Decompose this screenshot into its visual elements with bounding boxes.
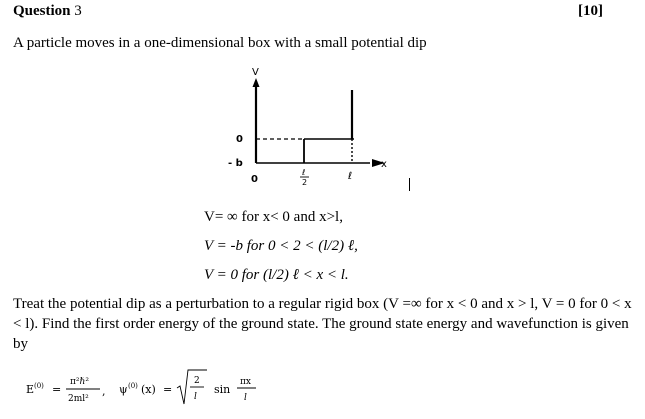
potential-conditions xyxy=(204,203,358,290)
b-level-label: - b xyxy=(228,158,243,169)
sin-numerator: πx xyxy=(240,377,251,387)
zero-level-label: 0 xyxy=(236,134,243,145)
energy-superscript: (0) xyxy=(34,382,44,390)
y-axis-label: V xyxy=(252,67,259,78)
question-title xyxy=(13,3,82,20)
energy-denominator: 2ml² xyxy=(68,394,89,404)
equals-1: = xyxy=(52,383,62,396)
condition-zero: V = 0 for (l/2) ℓ < x < l. xyxy=(204,267,349,283)
question-label: Question xyxy=(13,3,71,19)
intro-text: A particle moves in a one-dimensional box with a small potential dip xyxy=(13,35,427,51)
potential-diagram xyxy=(220,60,430,190)
ground-state-formula-svg xyxy=(22,364,282,414)
x-axis-label: x xyxy=(381,159,387,170)
energy-symbol: E xyxy=(26,383,35,396)
condition-infinite: V= ∞ for x< 0 and x>l, xyxy=(204,209,343,225)
half-label-num: ℓ xyxy=(302,168,306,177)
energy-numerator: π²ℏ² xyxy=(70,377,89,387)
sqrt-numerator: 2 xyxy=(194,376,200,386)
ground-state-formula xyxy=(22,364,282,414)
psi-symbol: ψ xyxy=(119,383,128,396)
formula-comma: , xyxy=(102,385,106,398)
sin-label: sin xyxy=(214,383,231,396)
sin-denominator: l xyxy=(244,393,247,403)
potential-diagram-svg xyxy=(220,60,430,190)
question-header xyxy=(13,3,603,23)
question-marks: [10] xyxy=(578,3,603,19)
condition-dip: V = -b for 0 < 2 < (l/2) ℓ, xyxy=(204,238,358,254)
end-label: ℓ xyxy=(348,171,353,182)
psi-argument: (x) xyxy=(141,383,156,396)
sqrt-denominator: l xyxy=(194,392,197,402)
y-axis-arrow xyxy=(253,78,260,87)
question-number: 3 xyxy=(74,3,82,19)
psi-superscript: (0) xyxy=(128,382,138,390)
half-label-den: 2 xyxy=(302,178,308,187)
problem-statement: Treat the potential dip as a perturbation to a regular rigid box (V =∞ for x < 0 and x > l, V = 0 for 0 < x < l). Find the first order energy of the ground state. The ground state energy and wavefunction is given by xyxy=(13,296,632,352)
text-cursor xyxy=(409,178,410,191)
equals-2: = xyxy=(163,383,173,396)
origin-label: 0 xyxy=(251,174,258,185)
